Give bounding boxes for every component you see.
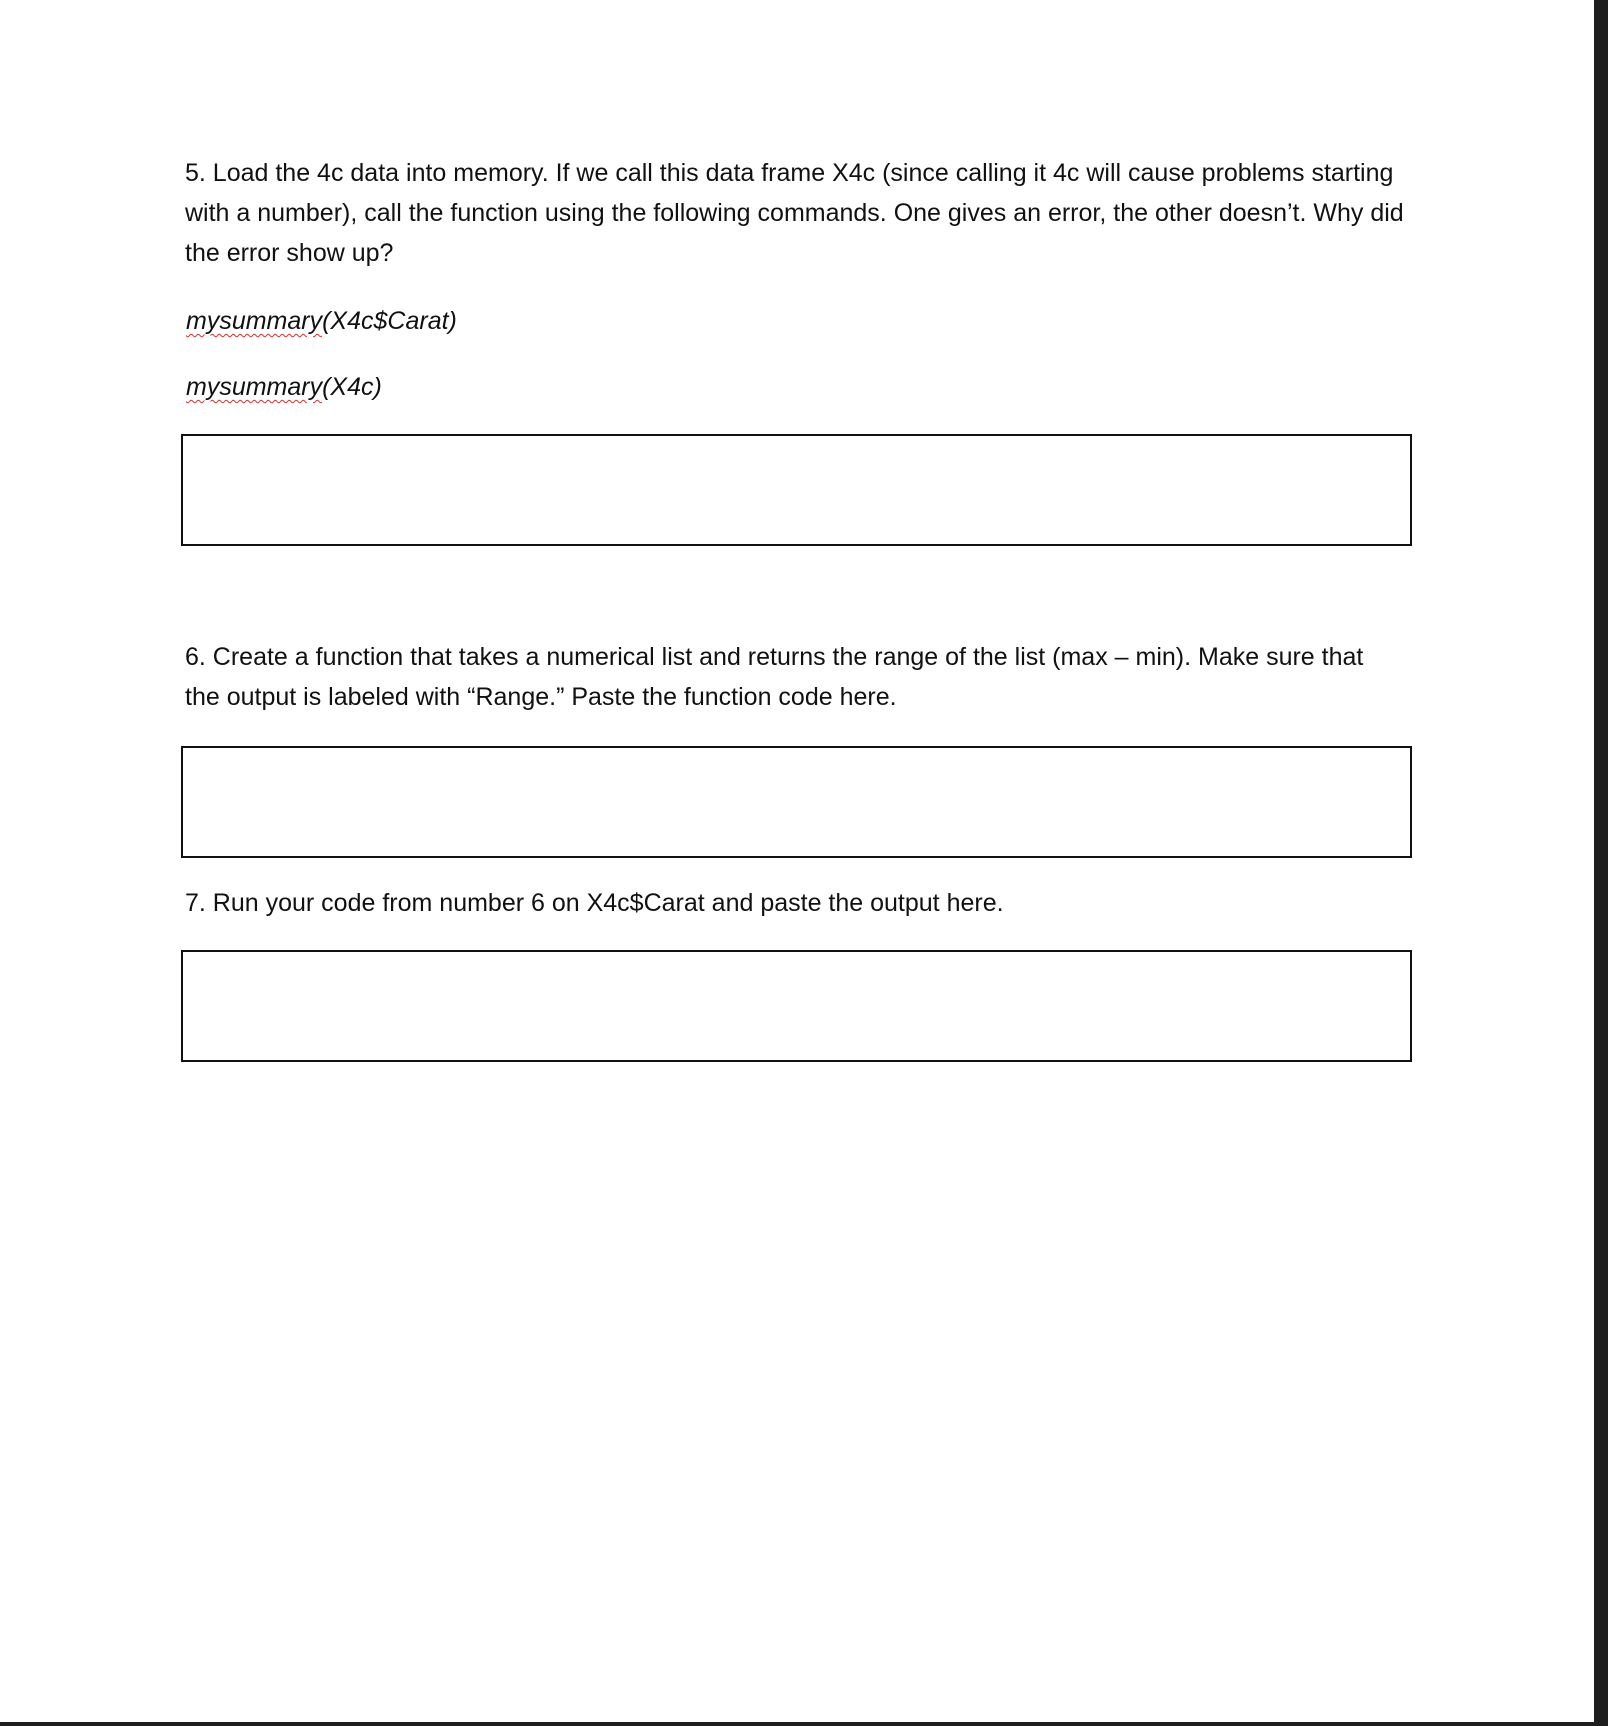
spellcheck-word[interactable]: mysummary (186, 307, 323, 335)
answer-box-question-5[interactable] (181, 434, 1412, 546)
code-line-mysummary-carat (186, 305, 457, 337)
question-7-text: 7. Run your code from number 6 on X4c$Carat and paste the output here. (185, 889, 1004, 917)
question-5-text: 5. Load the 4c data into memory. If we call this data frame X4c (since calling it 4c will cause problems starting with a number), call the function using the following commands. One gives an error, the other doesn’t. Why did the error show up? (185, 159, 1404, 267)
answer-box-question-6[interactable] (181, 746, 1412, 858)
question-6-text: 6. Create a function that takes a numerical list and returns the range of the list (max – min). Make sure that the output is labeled with “Range.” Paste the function code here. (185, 643, 1364, 711)
spellcheck-word[interactable]: mysummary (186, 373, 323, 401)
window-right-edge (1594, 0, 1608, 1726)
window-bottom-edge (0, 1722, 1594, 1726)
code-line-mysummary-x4c (186, 371, 382, 403)
code-args: (X4c$Carat) (322, 307, 457, 335)
code-args: (X4c) (322, 373, 382, 401)
answer-box-question-7[interactable] (181, 950, 1412, 1062)
